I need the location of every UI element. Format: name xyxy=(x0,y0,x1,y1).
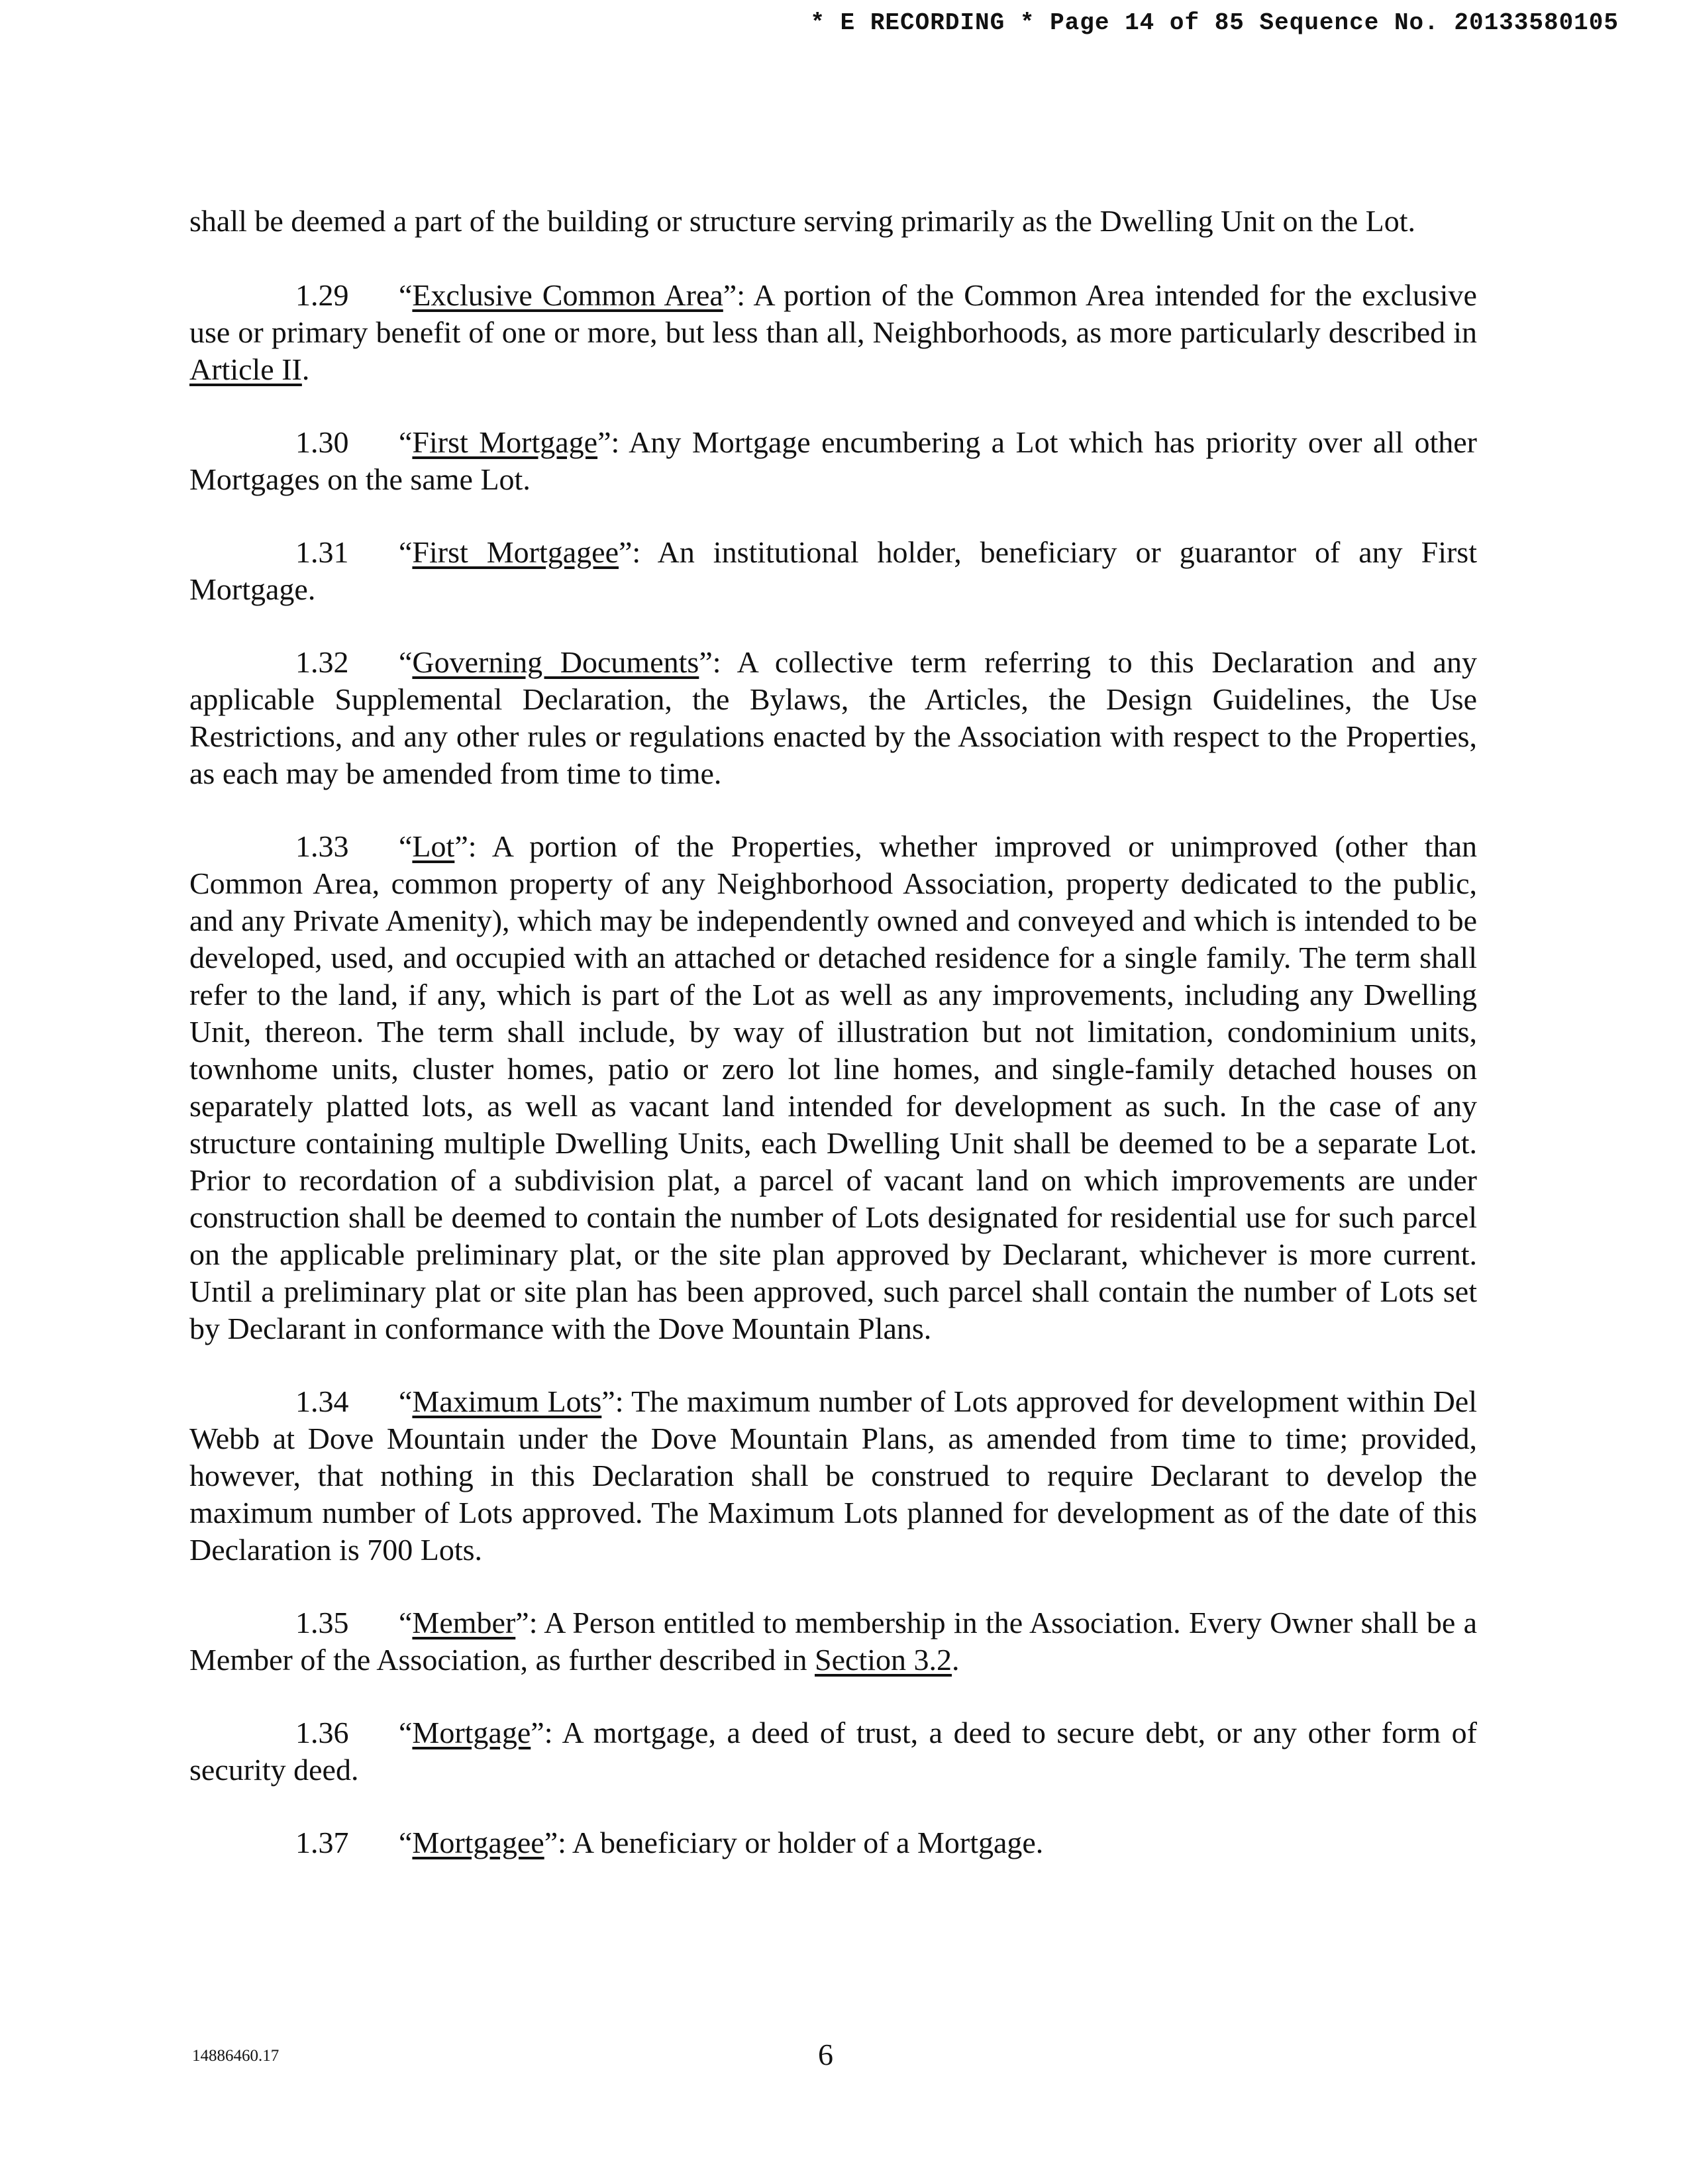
definition-number: 1.35 xyxy=(295,1606,349,1639)
definition-text: : A collective term referring to this Declaration and any applicable Supplemental Declaration, the Bylaws, the Articles, the Design Guidelines, the Use Restrictions, and any other rules or regulations enacted by the Association with respect to the Properties, as each may be amended from time to time. xyxy=(189,645,1477,790)
recording-stamp: * E RECORDING * Page 14 of 85 Sequence No. 20133580105 xyxy=(810,9,1619,36)
defined-term: Maximum Lots xyxy=(412,1384,602,1418)
definition-text: : A mortgage, a deed of trust, a deed to secure debt, or any other form of security deed. xyxy=(189,1716,1477,1787)
definition-text-end: . xyxy=(301,352,310,386)
page-number: 6 xyxy=(818,2038,833,2071)
defined-term: Lot xyxy=(412,829,455,863)
defined-term: Mortgage xyxy=(412,1716,531,1749)
definition-text: : The maximum number of Lots approved for development within Del Webb at Dove Mountain under the Dove Mountain Plans, as amended from time to time; provided, however, that nothing in this Declaration shall be construed to require Declarant to develop the maximum number of Lots approved. The Maximum Lots planned for development as of the date of this Declaration is 700 Lots. xyxy=(189,1384,1477,1567)
defined-term: Mortgagee xyxy=(412,1826,544,1859)
definition-paragraph: 1.31 “First Mortgagee”: An institutional holder, beneficiary or guarantor of any First Mortgage. xyxy=(189,535,1477,606)
definition-paragraph: 1.33 “Lot”: A portion of the Properties, whether improved or unimproved (other than Common Area, common property of any Neighborhood Association, property dedicated to the public, and any Private Amenity), which may be independently owned and conveyed and which is intended to be developed, used, and occupied with an attached or detached residence for a single family. The term shall refer to the land, if any, which is part of the Lot as well as any improvements, including any Dwelling Unit, thereon. The term shall include, by way of illustration but not limitation, condominium units, townhome units, cluster homes, patio or zero lot line homes, and single-family detached houses on separately platted lots, as well as vacant land intended for development as such. In the case of any structure containing multiple Dwelling Units, each Dwelling Unit shall be deemed to be a separate Lot. Prior to recordation of a subdivision plat, a parcel of vacant land on which improvements are under construction shall be deemed to contain the number of Lots designated for residential use for such parcel on the applicable preliminary plat, or the site plan approved by Declarant, whichever is more current. Until a preliminary plat or site plan has been approved, such parcel shall contain the number of Lots set by Declarant in conformance with the Dove Mountain Plans. xyxy=(189,829,1477,1345)
defined-term: First Mortgage xyxy=(412,425,598,459)
document-code: 14886460.17 xyxy=(192,2047,280,2065)
definition-text-end: . xyxy=(952,1643,960,1677)
definition-text: : An institutional holder, beneficiary or guarantor of any First Mortgage. xyxy=(189,535,1477,606)
definition-text: : Any Mortgage encumbering a Lot which has priority over all other Mortgages on the same Lot. xyxy=(189,425,1477,496)
definition-paragraph: 1.32 “Governing Documents”: A collective term referring to this Declaration and any applicable Supplemental Declaration, the Bylaws, the Articles, the Design Guidelines, the Use Restrictions, and any other rules or regulations enacted by the Association with respect to the Properties, as each may be amended from time to time. xyxy=(189,645,1477,790)
definition-paragraph: 1.37 “Mortgagee”: A beneficiary or holder of a Mortgage. xyxy=(189,1824,1477,1861)
definition-text: : A beneficiary or holder of a Mortgage. xyxy=(558,1826,1044,1859)
definition-paragraph: 1.35 “Member”: A Person entitled to membership in the Association. Every Owner shall be a Member of the Association, as further described in Section 3.2. xyxy=(189,1606,1477,1677)
definition-number: 1.37 xyxy=(295,1826,349,1859)
document-body xyxy=(189,203,1477,1897)
definition-paragraph: 1.34 “Maximum Lots”: The maximum number of Lots approved for development within Del Webb at Dove Mountain under the Dove Mountain Plans, as amended from time to time; provided, however, that nothing in this Declaration shall be construed to require Declarant to develop the maximum number of Lots approved. The Maximum Lots planned for development as of the date of this Declaration is 700 Lots. xyxy=(189,1384,1477,1567)
defined-term: Exclusive Common Area xyxy=(412,278,723,312)
definitions-list xyxy=(189,277,1477,1861)
definition-paragraph: 1.30 “First Mortgage”: Any Mortgage encumbering a Lot which has priority over all other Mortgages on the same Lot. xyxy=(189,425,1477,496)
definition-number: 1.30 xyxy=(295,425,349,459)
definition-text: : A portion of the Common Area intended for the exclusive use or primary benefit of one or more, but less than all, Neighborhoods, as more particularly described in xyxy=(189,278,1477,349)
defined-term: Governing Documents xyxy=(412,645,699,679)
definition-number: 1.34 xyxy=(295,1384,349,1418)
cross-reference-link[interactable]: Section 3.2 xyxy=(815,1643,952,1677)
definition-text: : A Person entitled to membership in the Association. Every Owner shall be a Member of the Association, as further described in xyxy=(189,1606,1477,1677)
definition-paragraph: 1.36 “Mortgage”: A mortgage, a deed of trust, a deed to secure debt, or any other form of security deed. xyxy=(189,1716,1477,1787)
definition-number: 1.29 xyxy=(295,278,349,312)
definition-number: 1.33 xyxy=(295,829,349,863)
defined-term: First Mortgagee xyxy=(412,535,619,569)
intro-paragraph: shall be deemed a part of the building or structure serving primarily as the Dwelling Unit on the Lot. xyxy=(189,204,1416,238)
definition-number: 1.32 xyxy=(295,645,349,679)
cross-reference-link[interactable]: Article II xyxy=(189,352,302,386)
defined-term: Member xyxy=(412,1606,516,1639)
definition-paragraph: 1.29 “Exclusive Common Area”: A portion of the Common Area intended for the exclusive use or primary benefit of one or more, but less than all, Neighborhoods, as more particularly described in Article II. xyxy=(189,278,1477,386)
definition-number: 1.36 xyxy=(295,1716,349,1749)
definition-number: 1.31 xyxy=(295,535,349,569)
definition-text: : A portion of the Properties, whether improved or unimproved (other than Common Area, common property of any Neighborhood Association, property dedicated to the public, and any Private Amenity), which may be independently owned and conveyed and which is intended to be developed, used, and occupied with an attached or detached residence for a single family. The term shall refer to the land, if any, which is part of the Lot as well as any improvements, including any Dwelling Unit, thereon. The term shall include, by way of illustration but not limitation, condominium units, townhome units, cluster homes, patio or zero lot line homes, and single-family detached houses on separately platted lots, as well as vacant land intended for development as such. In the case of any structure containing multiple Dwelling Units, each Dwelling Unit shall be deemed to be a separate Lot. Prior to recordation of a subdivision plat, a parcel of vacant land on which improvements are under construction shall be deemed to contain the number of Lots designated for residential use for such parcel on the applicable preliminary plat, or the site plan approved by Declarant, whichever is more current. Until a preliminary plat or site plan has been approved, such parcel shall contain the number of Lots set by Declarant in conformance with the Dove Mountain Plans. xyxy=(189,829,1477,1345)
